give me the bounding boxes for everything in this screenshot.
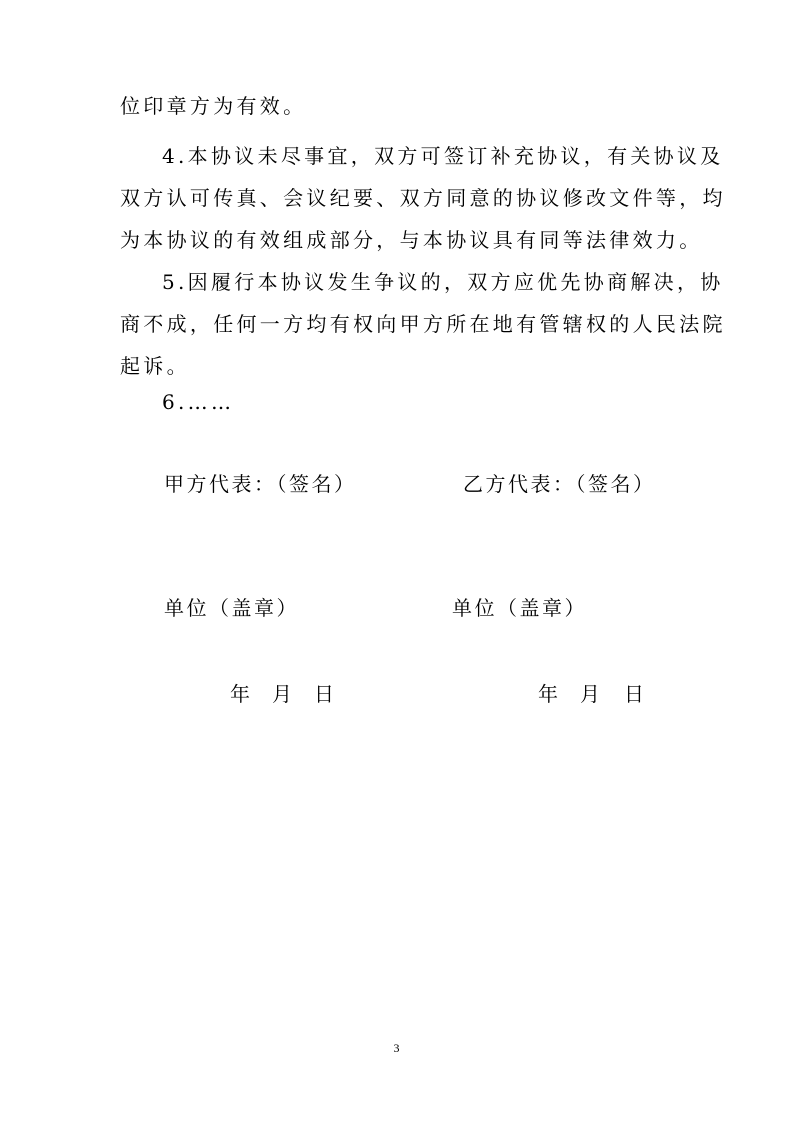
clause-4-line-3: 为本协议的有效组成部分，与本协议具有同等法律效力。 (120, 228, 703, 252)
party-a-date-month: 月 (272, 682, 292, 706)
body-line-1: 位印章方为有效。 (120, 94, 307, 118)
party-a-unit-seal-label: 单位（盖章） (164, 596, 299, 620)
party-a-representative-label: 甲方代表：（签名） (164, 472, 357, 496)
clause-4-line-2: 双方认可传真、会议纪要、双方同意的协议修改文件等，均 (120, 186, 726, 210)
page-number: 3 (393, 1041, 400, 1055)
party-b-representative-label: 乙方代表：（签名） (463, 472, 656, 496)
party-b-unit-seal-label: 单位（盖章） (452, 596, 587, 620)
clause-5-line-3: 起诉。 (120, 354, 190, 378)
party-a-date-year: 年 (230, 682, 250, 706)
party-b-date-month: 月 (580, 682, 600, 706)
clause-5-line-1: 5.因履行本协议发生争议的，双方应优先协商解决，协 (162, 270, 724, 294)
party-a-date-day: 日 (314, 682, 334, 706)
party-b-date-year: 年 (538, 682, 558, 706)
clause-4-line-1: 4.本协议未尽事宜，双方可签订补充协议，有关协议及 (162, 144, 724, 168)
clause-5-line-2: 商不成，任何一方均有权向甲方所在地有管辖权的人民法院 (120, 312, 726, 336)
party-b-date-day: 日 (624, 682, 644, 706)
clause-6-line-1: 6.…… (162, 390, 235, 414)
